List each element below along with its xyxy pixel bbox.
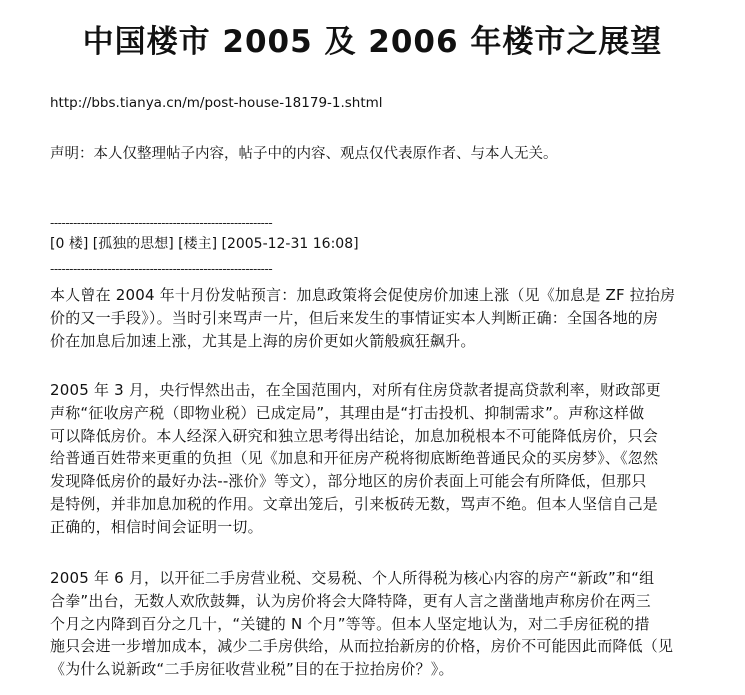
paragraph-line: 可以降低房价。本人经深入研究和独立思考得出结论，加息加税根本不可能降低房价，只会 — [50, 426, 659, 445]
paragraph-line: 给普通百姓带来更重的负担（见《加息和开征房产税将彻底断绝普通民众的买房梦》、《忽然 — [50, 449, 659, 468]
paragraph-line: 正确的，相信时间会证明一切。 — [50, 517, 263, 536]
paragraph-line: 2005 年 3 月，央行悍然出击，在全国范围内，对所有住房贷款者提高贷款利率，财政部更 — [50, 381, 661, 399]
paragraph-line: 声称“征收房产税（即物业税）已成定局”，其理由是“打击投机、抑制需求”。声称这样做 — [50, 403, 645, 422]
paragraph-line: 施只会进一步增加成本，减少二手房供给，从而拉抬新房的价格，房价不可能因此而降低（见 — [50, 637, 674, 656]
paragraph-line: 合拳”出台，无数人欢欣鼓舞，认为房价将会大降特降，更有人言之凿凿地声称房价在两三 — [50, 591, 651, 610]
post-header: [0 楼] [孤独的思想] [楼主] [2005-12-31 16:08] — [50, 236, 359, 252]
paragraph-line: 是特例，并非加息加税的作用。文章出笼后，引来板砖无数，骂声不绝。但本人坚信自己是 — [50, 494, 659, 513]
paragraph-line: 价在加息后加速上涨，尤其是上海的房价更如火箭般疯狂飙升。 — [50, 331, 476, 350]
paragraph-line: 个月之内降到百分之几十，“关键的 N 个月”等等。但本人坚定地认为，对二手房征税的措 — [50, 614, 650, 633]
paragraph-line: 发现降低房价的最好办法--涨价》等文），部分地区的房价表面上可能会有所降低，但那只 — [50, 472, 647, 491]
divider-bottom: ---------------------------------------------------------- — [50, 262, 273, 276]
paragraph-2 — [50, 379, 700, 539]
paragraph-line: 价的又一手段》）。当时引来骂声一片，但后来发生的事情证实本人判断正确：全国各地的房 — [50, 308, 659, 327]
paragraph-3 — [50, 567, 700, 681]
paragraph-1 — [50, 284, 700, 352]
divider-top: ---------------------------------------------------------- — [50, 216, 273, 230]
paragraph-line: 本人曾在 2004 年十月份发帖预言：加息政策将会促使房价加速上涨（见《加息是 ZF 拉抬房 — [50, 286, 676, 304]
disclaimer-text: 声明：本人仅整理帖子内容，帖子中的内容、观点仅代表原作者、与本人无关。 — [50, 146, 558, 162]
source-url: http://bbs.tianya.cn/m/post-house-18179-1.shtml — [50, 95, 383, 111]
paragraph-line: 《为什么说新政“二手房征收营业税”目的在于拉抬房价？》。 — [50, 660, 454, 679]
paragraph-line: 2005 年 6 月，以开征二手房营业税、交易税、个人所得税为核心内容的房产“新政”和“组 — [50, 569, 655, 587]
document-title: 中国楼市 2005 及 2006 年楼市之展望 — [82, 24, 663, 60]
